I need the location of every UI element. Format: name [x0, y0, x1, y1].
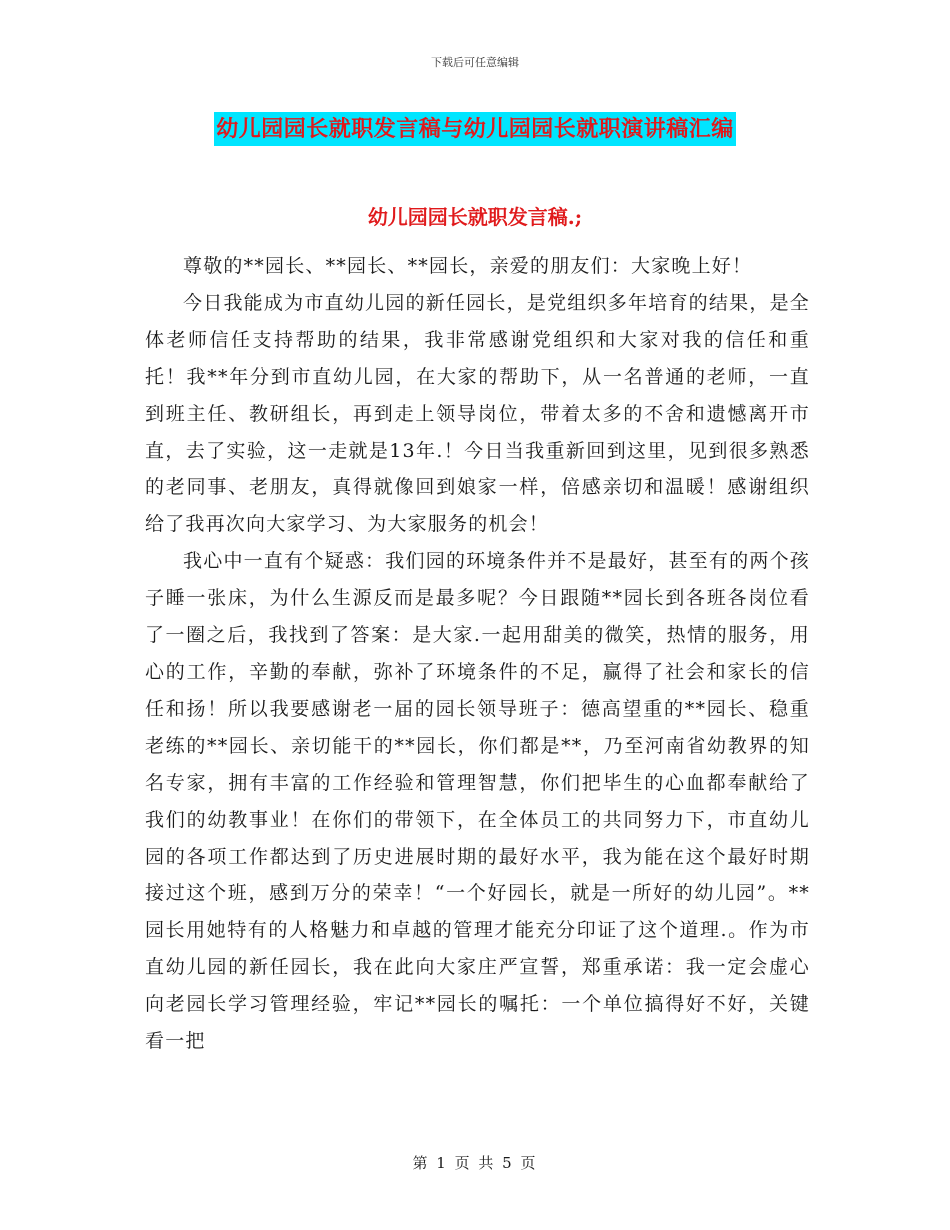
document-title: 幼儿园园长就职发言稿与幼儿园园长就职演讲稿汇编	[214, 112, 736, 146]
paragraph: 今日我能成为市直幼儿园的新任园长，是党组织多年培育的结果，是全体老师信任支持帮助的结果，我非常感谢党组织和大家对我的信任和重托！我**年分到市直幼儿园，在大家的帮助下，从一名普通的老师，一直到班主任、教研组长，再到走上领导岗位，带着太多的不舍和遗憾离开市直，去了实验，这一走就是13年.！今日当我重新回到这里，见到很多熟悉的老同事、老朋友，真得就像回到娘家一样，倍感亲切和温暖！感谢组织给了我再次向大家学习、为大家服务的机会！	[145, 291, 810, 536]
paragraph-greeting: 尊敬的**园长、**园长、**园长，亲爱的朋友们：大家晚上好！	[183, 255, 753, 277]
page-number-footer: 第 1 页 共 5 页	[412, 1154, 538, 1172]
document-body	[145, 248, 810, 1060]
document-title-container	[0, 112, 950, 146]
paragraph: 我心中一直有个疑惑：我们园的环境条件并不是最好，甚至有的两个孩子睡一张床，为什么生源反而是最多呢？今日跟随**园长到各班各岗位看了一圈之后，我找到了答案：是大家.一起用甜美的微笑，热情的服务，用心的工作，辛勤的奉献，弥补了环境条件的不足，赢得了社会和家长的信任和扬！所以我要感谢老一届的园长领导班子：德高望重的**园长、稳重老练的**园长、亲切能干的**园长，你们都是**，乃至河南省幼教界的知名专家，拥有丰富的工作经验和管理智慧，你们把毕生的心血都奉献给了我们的幼教事业！在你们的带领下，在全体员工的共同努力下，市直幼儿园的各项工作都达到了历史进展时期的最好水平，我为能在这个最好时期接过这个班，感到万分的荣幸！“一个好园长，就是一所好的幼儿园”。**园长用她特有的人格魅力和卓越的管理才能充分印证了这个道理.。作为市直幼儿园的新任园长，我在此向大家庄严宣誓，郑重承诺：我一定会虚心向老园长学习管理经验，牢记**园长的嘱托：一个单位搞得好不好，关键看一把	[145, 550, 810, 1053]
section-title: 幼儿园园长就职发言稿.;	[367, 205, 583, 229]
page-header-note: 下载后可任意编辑	[431, 56, 519, 69]
